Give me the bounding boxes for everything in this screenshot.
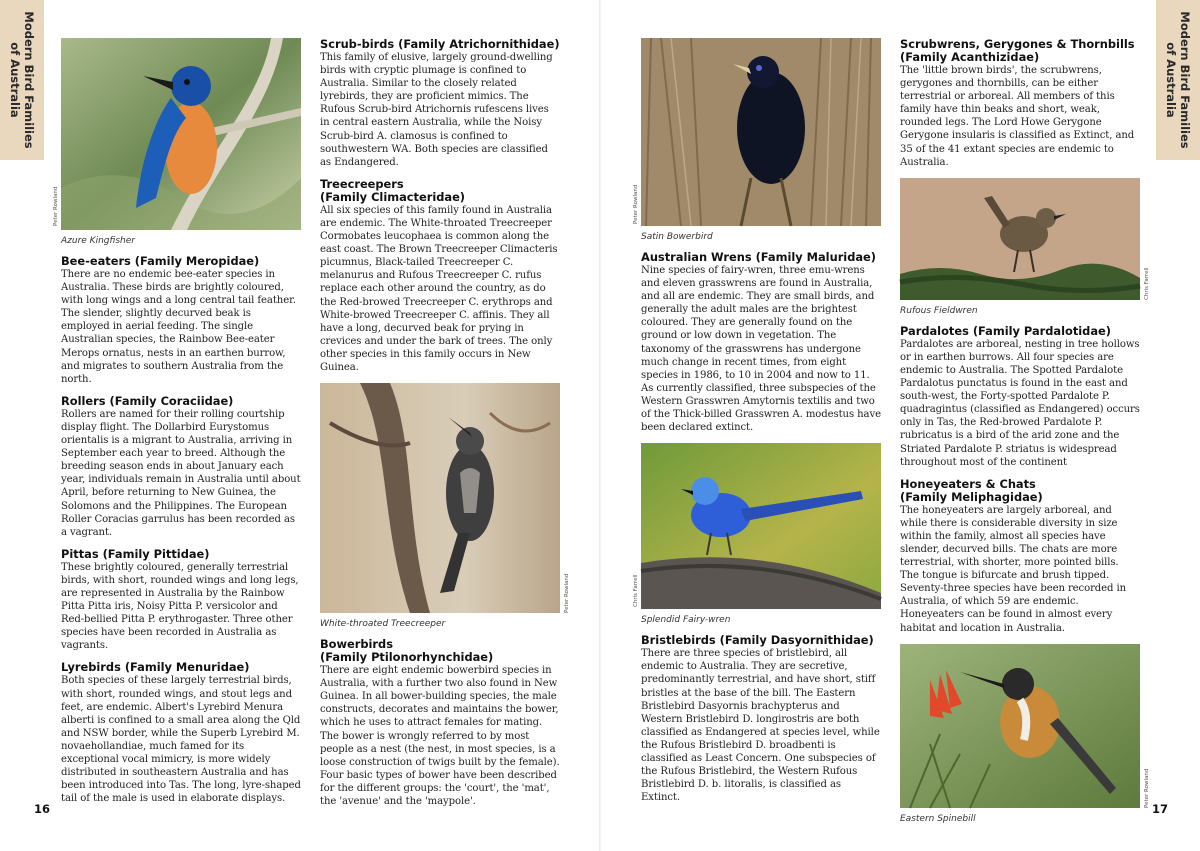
- running-head-left: Modern Bird Families of Australia: [8, 11, 36, 149]
- honeyeaters-heading-line1: Honeyeaters & Chats: [900, 476, 1036, 491]
- satin-bowerbird-image: [641, 38, 881, 226]
- bee-eaters-text: There are no endemic bee-eater species in Australia. These birds are brightly coloured, with long wings and a long central tail feather. The slender, slightly decurved beak is employed in aerial feeding. The single Australian species, the Rainbow Bee-eater Merops ornatus, nests in an earthen burrow, and migrates to southern Australia from the north.: [61, 269, 296, 385]
- fairy-wren-image: [641, 443, 881, 609]
- australian-wrens-heading: Australian Wrens (Family Maluridae): [641, 250, 876, 264]
- azure-kingfisher-image: [61, 38, 301, 230]
- scrubwrens-heading-line2: (Family Acanthizidae): [900, 50, 1040, 64]
- scrubwrens-heading: [900, 38, 1140, 64]
- photo-caption: Azure Kingfisher: [61, 236, 135, 246]
- scrubwrens-text: The 'little brown birds', the scrubwrens, gerygones and thornbills, can be either terrestrial or arboreal. All members of this family have thin beaks and short, weak, rounded legs. The Lord Howe Gerygone Gerygone insularis is classified as Extinct, and 35 of the 41 extant species are endemic to Australia.: [900, 65, 1135, 168]
- rufous-fieldwren-photo: [900, 178, 1150, 300]
- bowerbirds-text: There are eight endemic bowerbird species in Australia, with a further two also found in New Guinea. In all bower-building species, the male constructs, decorates and maintains the bower, which he uses to attract females for mating. The bower is wrongly referred to by most people as a nest (the nest, in most species, is a loose construction of twigs built by the female). Four basic types of bower have been described for the different groups: the 'court', the 'mat', the 'avenue' and the 'maypole'.: [320, 665, 560, 807]
- running-head-tab-left: [0, 0, 44, 160]
- australian-wrens-text: Nine species of fairy-wren, three emu-wrens and eleven grasswrens are found in Australia, and all are endemic. They are small birds, and generally the adult males are the brightest coloured. They are generally found on the ground or low down in vegetation. The taxonomy of the grasswrens has undergone much change in recent times, from eight species in 1986, to 10 in 2004 and now to 11. As currently classified, three subspecies of the Western Grasswren Amytornis textilis and two of the Thick-billed Grasswren A. modestus have been declared extinct.: [641, 265, 881, 434]
- eastern-spinebill-image: [900, 644, 1140, 808]
- eastern-spinebill-photo: [900, 644, 1150, 808]
- photo-caption: Satin Bowerbird: [641, 232, 713, 242]
- fairy-wren-photo: [633, 443, 881, 609]
- honeyeaters-heading-line2: (Family Meliphagidae): [900, 489, 1043, 504]
- photo-caption: White-throated Treecreeper: [320, 619, 446, 630]
- running-head-right: Modern Bird Families of Australia: [1164, 11, 1192, 149]
- photo-credit: Peter Rowland: [53, 186, 59, 226]
- page-number-right: 17: [1152, 802, 1169, 816]
- pittas-text: These brightly coloured, generally terrestrial birds, with short, rounded wings and long legs, are represented in Australia by the Rainbow Pitta Pitta iris, Noisy Pitta P. versicolor and Red-bellied Pitta P. erythrogaster. Three other species have been recorded in Australia as vagrants.: [61, 561, 299, 652]
- running-head-tab-right: [1156, 0, 1200, 160]
- bristlebirds-text: There are three species of bristlebird, all endemic to Australia. They are secretive, predominantly terrestrial, and have short, stiff bristles at the base of the bill. The Eastern Bristlebird Dasyornis brachypterus and Western Bristlebird D. longirostris are both classified as Endangered at species level, while the Rufous Bristlebird D. broadbenti is classified as Least Concern. One subspecies of the Rufous Bristlebird, the Western Rufous Bristlebird D. b. litoralis, is classified as Extinct.: [641, 648, 880, 804]
- column-2: [320, 37, 570, 817]
- pittas-heading: Pittas (Family Pittidae): [61, 546, 210, 561]
- honeyeaters-text: The honeyeaters are largely arboreal, and while there is considerable diversity in size within the family, almost all species have slender, decurved bills. The chats are more terrestrial, with shorter, more pointed bills. The tongue is bifurcate and brush tipped. Seventy-three species have been recorded in Australia, of which 59 are endemic. Honeyeaters can be found in almost every habitat and location in Australia.: [900, 504, 1127, 634]
- column-1: [53, 38, 301, 814]
- treecreepers-text: All six species of this family found in Australia are endemic. The White-throated Treecreeper Cormobates leucophaea is common along the east coast. The Brown Treecreeper Climacteris picumnus, Black-tailed Treecreeper C. melanurus and Rufous Treecreeper C. rufus replace each other around the country, as do the Red-browed Treecreeper C. erythrops and White-browed Treecreeper C. affinis. They all have a long, decurved beak for prying in crevices and under the bark of trees. The only other species in this family occurs in New Guinea.: [320, 204, 558, 373]
- azure-kingfisher-photo: [53, 38, 301, 230]
- treecreeper-image: [320, 383, 560, 613]
- rollers-text: Rollers are named for their rolling courtship display flight. The Dollarbird Eurystomus orientalis is a migrant to Australia, arriving in September each year to breed. Although the breeding season ends in about January each year, individuals remain in Australia until about April, before returning to New Guinea, the Solomons and the Philippines. The European Roller Coracias garrulus has been recorded as a vagrant.: [61, 408, 301, 538]
- bowerbirds-heading-line2: (Family Ptilonorhynchidae): [320, 650, 494, 665]
- bee-eaters-heading: Bee-eaters (Family Meropidae): [61, 254, 260, 268]
- column-4: [900, 37, 1150, 833]
- page-number-left: 16: [34, 802, 51, 816]
- bowerbirds-heading-line1: Bowerbirds: [320, 637, 393, 652]
- rufous-fieldwren-image: [900, 178, 1140, 300]
- treecreepers-heading-line2: (Family Climacteridae): [320, 189, 466, 204]
- bristlebirds-heading: Bristlebirds (Family Dasyornithidae): [641, 633, 874, 648]
- photo-caption: Splendid Fairy-wren: [641, 615, 731, 626]
- treecreepers-heading: [320, 178, 560, 204]
- scrubwrens-heading-line1: Scrubwrens, Gerygones & Thornbills: [900, 37, 1135, 51]
- treecreepers-heading-line1: Treecreepers: [320, 176, 404, 191]
- scrub-birds-text: This family of elusive, largely ground-dwelling birds with cryptic plumage is confined to Australia. Similar to the closely related lyrebirds, they are proficient mimics. The Rufous Scrub-bird Atrichornis rufescens lives in central eastern Australia, while the Noisy Scrub-bird A. clamosus is confined to southwestern WA. Both species are classified as Endangered.: [320, 52, 553, 168]
- bowerbirds-heading: [320, 638, 560, 664]
- photo-credit: Peter Rowland: [1144, 768, 1150, 808]
- pardalotes-text: Pardalotes are arboreal, nesting in tree hollows or in earthen burrows. All four species are endemic to Australia. The Spotted Pardalote Pardalotus punctatus is found in the east and south-west, the Forty-spotted Pardalote P. quadragintus (classified as Endangered) occurs only in Tas, the Red-browed Pardalote P. rubricatus is a bird of the arid zone and the Striated Pardalote P. striatus is widespread throughout most of the continent: [900, 338, 1140, 468]
- photo-caption: Rufous Fieldwren: [900, 305, 978, 316]
- lyrebirds-text: Both species of these largely terrestrial birds, with short, rounded wings, and stout legs and feet, are endemic. Albert's Lyrebird Menura alberti is confined to a small area along the Qld and NSW border, while the Superb Lyrebird M. novaehollandiae, much famed for its exceptional vocal mimicry, is more widely distributed in southeastern Australia and has been introduced into Tas. The long, lyre-shaped tail of the male is used in elaborate displays.: [61, 675, 301, 805]
- column-3: [633, 38, 881, 813]
- pardalotes-heading: Pardalotes (Family Pardalotidae): [900, 323, 1111, 338]
- satin-bowerbird-photo: [633, 38, 881, 226]
- photo-caption: Eastern Spinebill: [900, 813, 976, 824]
- lyrebirds-heading: Lyrebirds (Family Menuridae): [61, 660, 250, 675]
- photo-credit: Chris Farrell: [633, 574, 639, 608]
- photo-credit: Peter Rowland: [633, 184, 639, 224]
- treecreeper-photo: [320, 383, 570, 614]
- rollers-heading: Rollers (Family Coraciidae): [61, 393, 234, 408]
- page-gutter: [599, 0, 601, 851]
- honeyeaters-heading: [900, 478, 1140, 504]
- photo-credit: Chris Farrell: [1144, 267, 1150, 300]
- scrub-birds-heading: Scrub-birds (Family Atrichornithidae): [320, 37, 560, 51]
- photo-credit: Peter Rowland: [564, 573, 570, 614]
